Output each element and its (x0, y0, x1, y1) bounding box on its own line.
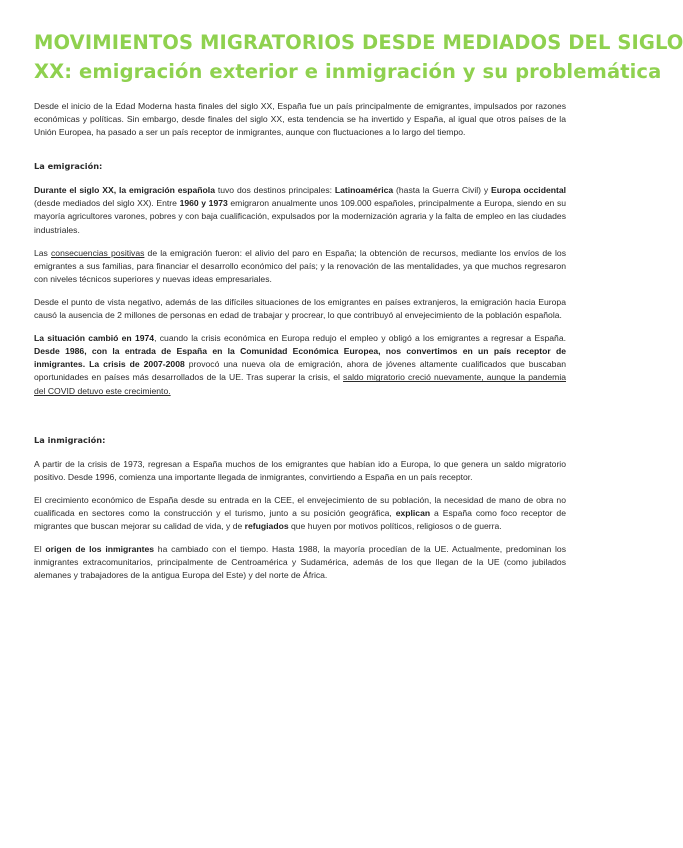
underlined-text: saldo migratorio creció nuevamente, aunque la pandemia del COVID detuvo este crecimiento. (34, 372, 567, 396)
title-line-1: MOVIMIENTOS MIGRATORIOS DESDE MEDIADOS DEL SIGLO (34, 31, 683, 54)
bold-text: Desde 1986, con la entrada de España en la Comunidad Económica Europea, nos convertimos en un país receptor de inmigrantes. (34, 346, 566, 370)
bold-text: explican (395, 507, 431, 518)
bold-text: Latinoamérica (334, 185, 394, 196)
bold-text: refugiados (244, 520, 289, 531)
emigration-paragraph-2 (34, 247, 566, 286)
emigration-paragraph-4 (34, 332, 566, 397)
immigration-paragraph-3 (34, 543, 566, 582)
immigration-paragraph-2 (34, 494, 566, 533)
page-title (34, 28, 683, 86)
underlined-text: consecuencias positivas (51, 247, 145, 258)
text: Las (34, 247, 51, 258)
emigration-paragraph-3: Desde el punto de vista negativo, además de las difíciles situaciones de los emigrantes en países extranjeros, la emigración hacia Europa causó la ausencia de 2 millones de personas en edad de trabajar y procrear, lo que contribuyó al envejecimiento de la población española. (34, 296, 566, 321)
text: , cuando la crisis económica en Europa redujo el empleo y obligó a los emigrantes a regresar a España. (154, 333, 566, 344)
immigration-heading: La inmigración: (34, 434, 106, 445)
text: de la emigración fueron: el alivio del paro en España; la obtención de recursos, mediante los envíos de los emigrantes a sus familias, para financiar el desarrollo económico del país; y la renovación de las mentalidades, ya que muchos regresaron con niveles técnicos superiores y nuevas ideas empresariales. (34, 247, 566, 284)
text: tuvo dos destinos principales: (214, 185, 335, 196)
text: (hasta la Guerra Civil) y (393, 185, 492, 196)
text: ha cambiado con el tiempo. Hasta 1988, la mayoría procedían de la UE. Actualmente, predominan los inmigrantes extracomunitarios, principalmente de Centroamérica y Sudamérica, además de los que llegan de la UE (como jubilados alemanes y trabajadores de la antigua Europa del Este) y del norte de África. (34, 544, 567, 581)
intro-paragraph: Desde el inicio de la Edad Moderna hasta finales del siglo XX, España fue un país principalmente de emigrantes, impulsados por razones económicas y políticas. Sin embargo, desde finales del siglo XX, esta tendencia se ha invertido y España, al igual que otros países de la Unión Europea, ha pasado a ser un país receptor de inmigrantes, aunque con fluctuaciones a lo largo del tiempo. (34, 101, 566, 138)
bold-text: Durante el siglo XX, la emigración española (34, 185, 215, 196)
text: que huyen por motivos políticos, religiosos o de guerra. (288, 520, 502, 531)
emigration-paragraph-1 (34, 184, 566, 236)
emigration-heading: La emigración: (34, 161, 103, 172)
text: El (34, 544, 46, 555)
bold-text: La situación cambió en 1974 (34, 333, 155, 344)
text: provocó una nueva ola de emigración, ahora de jóvenes altamente cualificados que buscaban oportunidades en países más desarrollados de la UE. Tras superar la crisis, el (34, 359, 567, 383)
text: emigraron anualmente unos 109.000 españoles, principalmente a Europa, siendo en su mayoría agricultores varones, pobres y con baja cualificación, expulsados por la modernización agraria y la falta de empleo en las ciudades industriales. (34, 198, 567, 235)
bold-text: La crisis de 2007-2008 (89, 359, 185, 370)
text: (desde mediados del siglo XX). Entre (34, 198, 180, 209)
title-line-2: XX: emigración exterior e inmigración y su problemática (34, 60, 662, 83)
text: a España como foco receptor de migrantes que buscan mejorar su calidad de vida, y de (34, 507, 566, 531)
bold-text: Europa occidental (491, 185, 566, 196)
immigration-paragraph-1: A partir de la crisis de 1973, regresan a España muchos de los emigrantes que habían ido a Europa, lo que genera un saldo migratorio positivo. Desde 1996, comienza una importante llegada de inmigrantes, convirtiendo a España en un país receptor. (34, 458, 566, 482)
bold-text: 1960 y 1973 (179, 198, 228, 209)
text: El crecimiento económico de España desde su entrada en la CEE, el envejecimiento de su población, la necesidad de mano de obra no cualificada en sectores como la construcción y el turismo, junto a su posición geográfica, (34, 494, 566, 518)
bold-text: origen de los inmigrantes (45, 544, 155, 555)
